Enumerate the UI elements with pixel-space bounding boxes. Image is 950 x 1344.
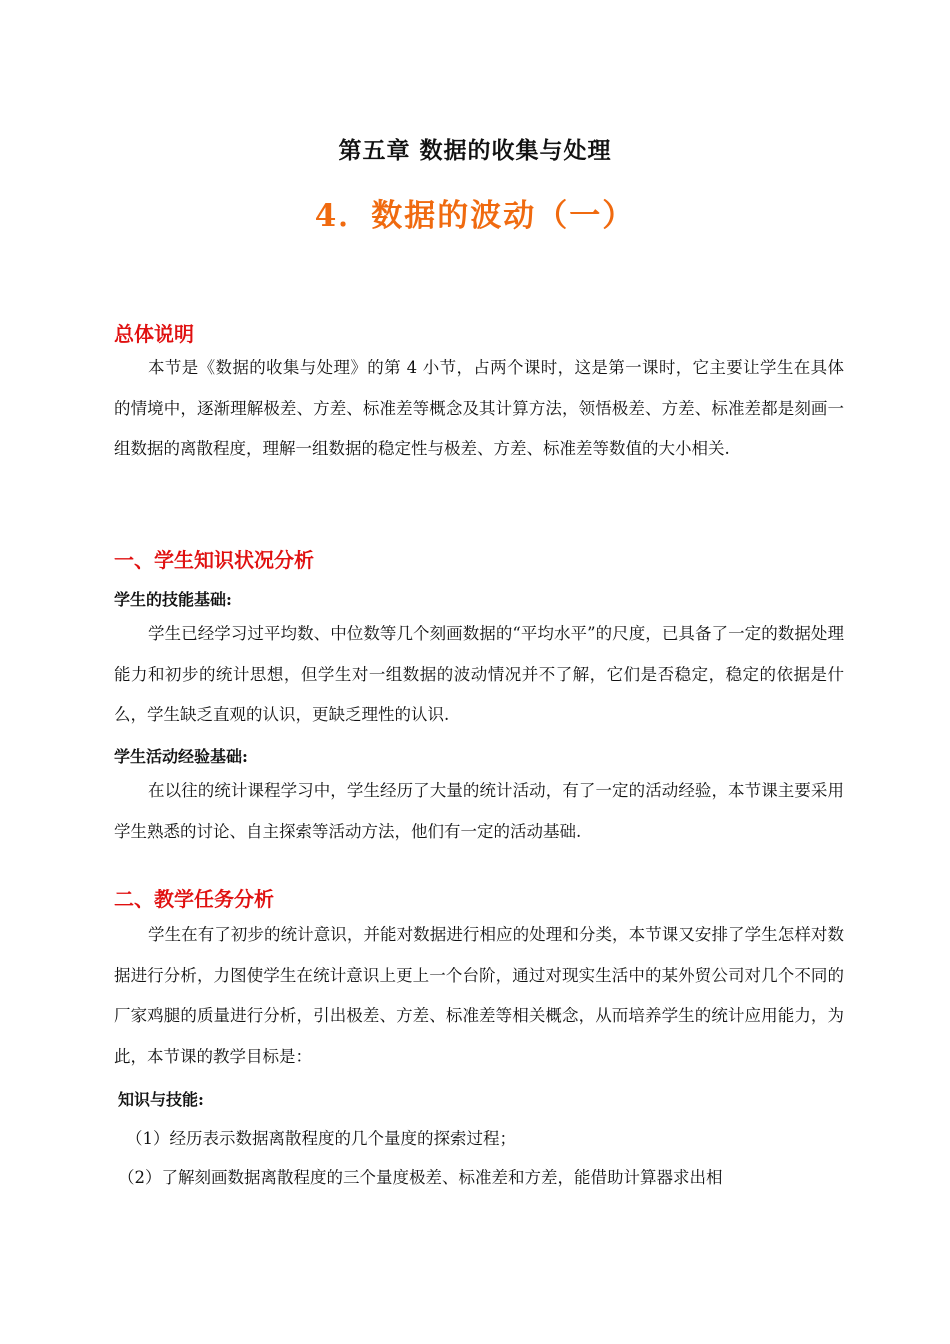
objective-item-2: （2）了解刻画数据离散程度的三个量度极差、标准差和方差，能借助计算器求出相: [118, 1168, 723, 1187]
objective-item-1: （1）经历表示数据离散程度的几个量度的探索过程；: [126, 1129, 516, 1148]
section2-heading: 二、教学任务分析: [114, 887, 274, 911]
activity-paragraph: 在以往的统计课程学习中，学生经历了大量的统计活动，有了一定的活动经验，本节课主要采用学生熟悉的讨论、自主探索等活动方法，他们有一定的活动基础.: [114, 781, 844, 841]
lesson-title: 4．数据的波动（一）: [314, 198, 636, 234]
overview-paragraph: 本节是《数据的收集与处理》的第 4 小节，占两个课时，这是第一课时，它主要让学生在具体的情境中，逐渐理解极差、方差、标准差等概念及其计算方法，领悟极差、方差、标准差都是刻画一组数据的离散程度，理解一组数据的稳定性与极差、方差、标准差等数值的大小相关.: [114, 358, 844, 458]
skills-label: 学生的技能基础:: [114, 590, 232, 609]
overview-heading: 总体说明: [114, 322, 194, 346]
section2-paragraph: 学生在有了初步的统计意识，并能对数据进行相应的处理和分类，本节课又安排了学生怎样对数据进行分析，力图使学生在统计意识上更上一个台阶，通过对现实生活中的某外贸公司对几个不同的厂家鸡腿的质量进行分析，引出极差、方差、标准差等相关概念，从而培养学生的统计应用能力，为此，本节课的教学目标是：: [114, 925, 844, 1066]
chapter-title: 第五章 数据的收集与处理: [338, 137, 612, 164]
section1-heading: 一、学生知识状况分析: [114, 548, 314, 572]
knowledge-label: 知识与技能:: [118, 1090, 204, 1109]
activity-label: 学生活动经验基础:: [114, 747, 248, 766]
skills-paragraph: 学生已经学习过平均数、中位数等几个刻画数据的“平均水平”的尺度，已具备了一定的数据处理能力和初步的统计思想，但学生对一组数据的波动情况并不了解，它们是否稳定，稳定的依据是什么，学生缺乏直观的认识，更缺乏理性的认识.: [114, 624, 844, 724]
